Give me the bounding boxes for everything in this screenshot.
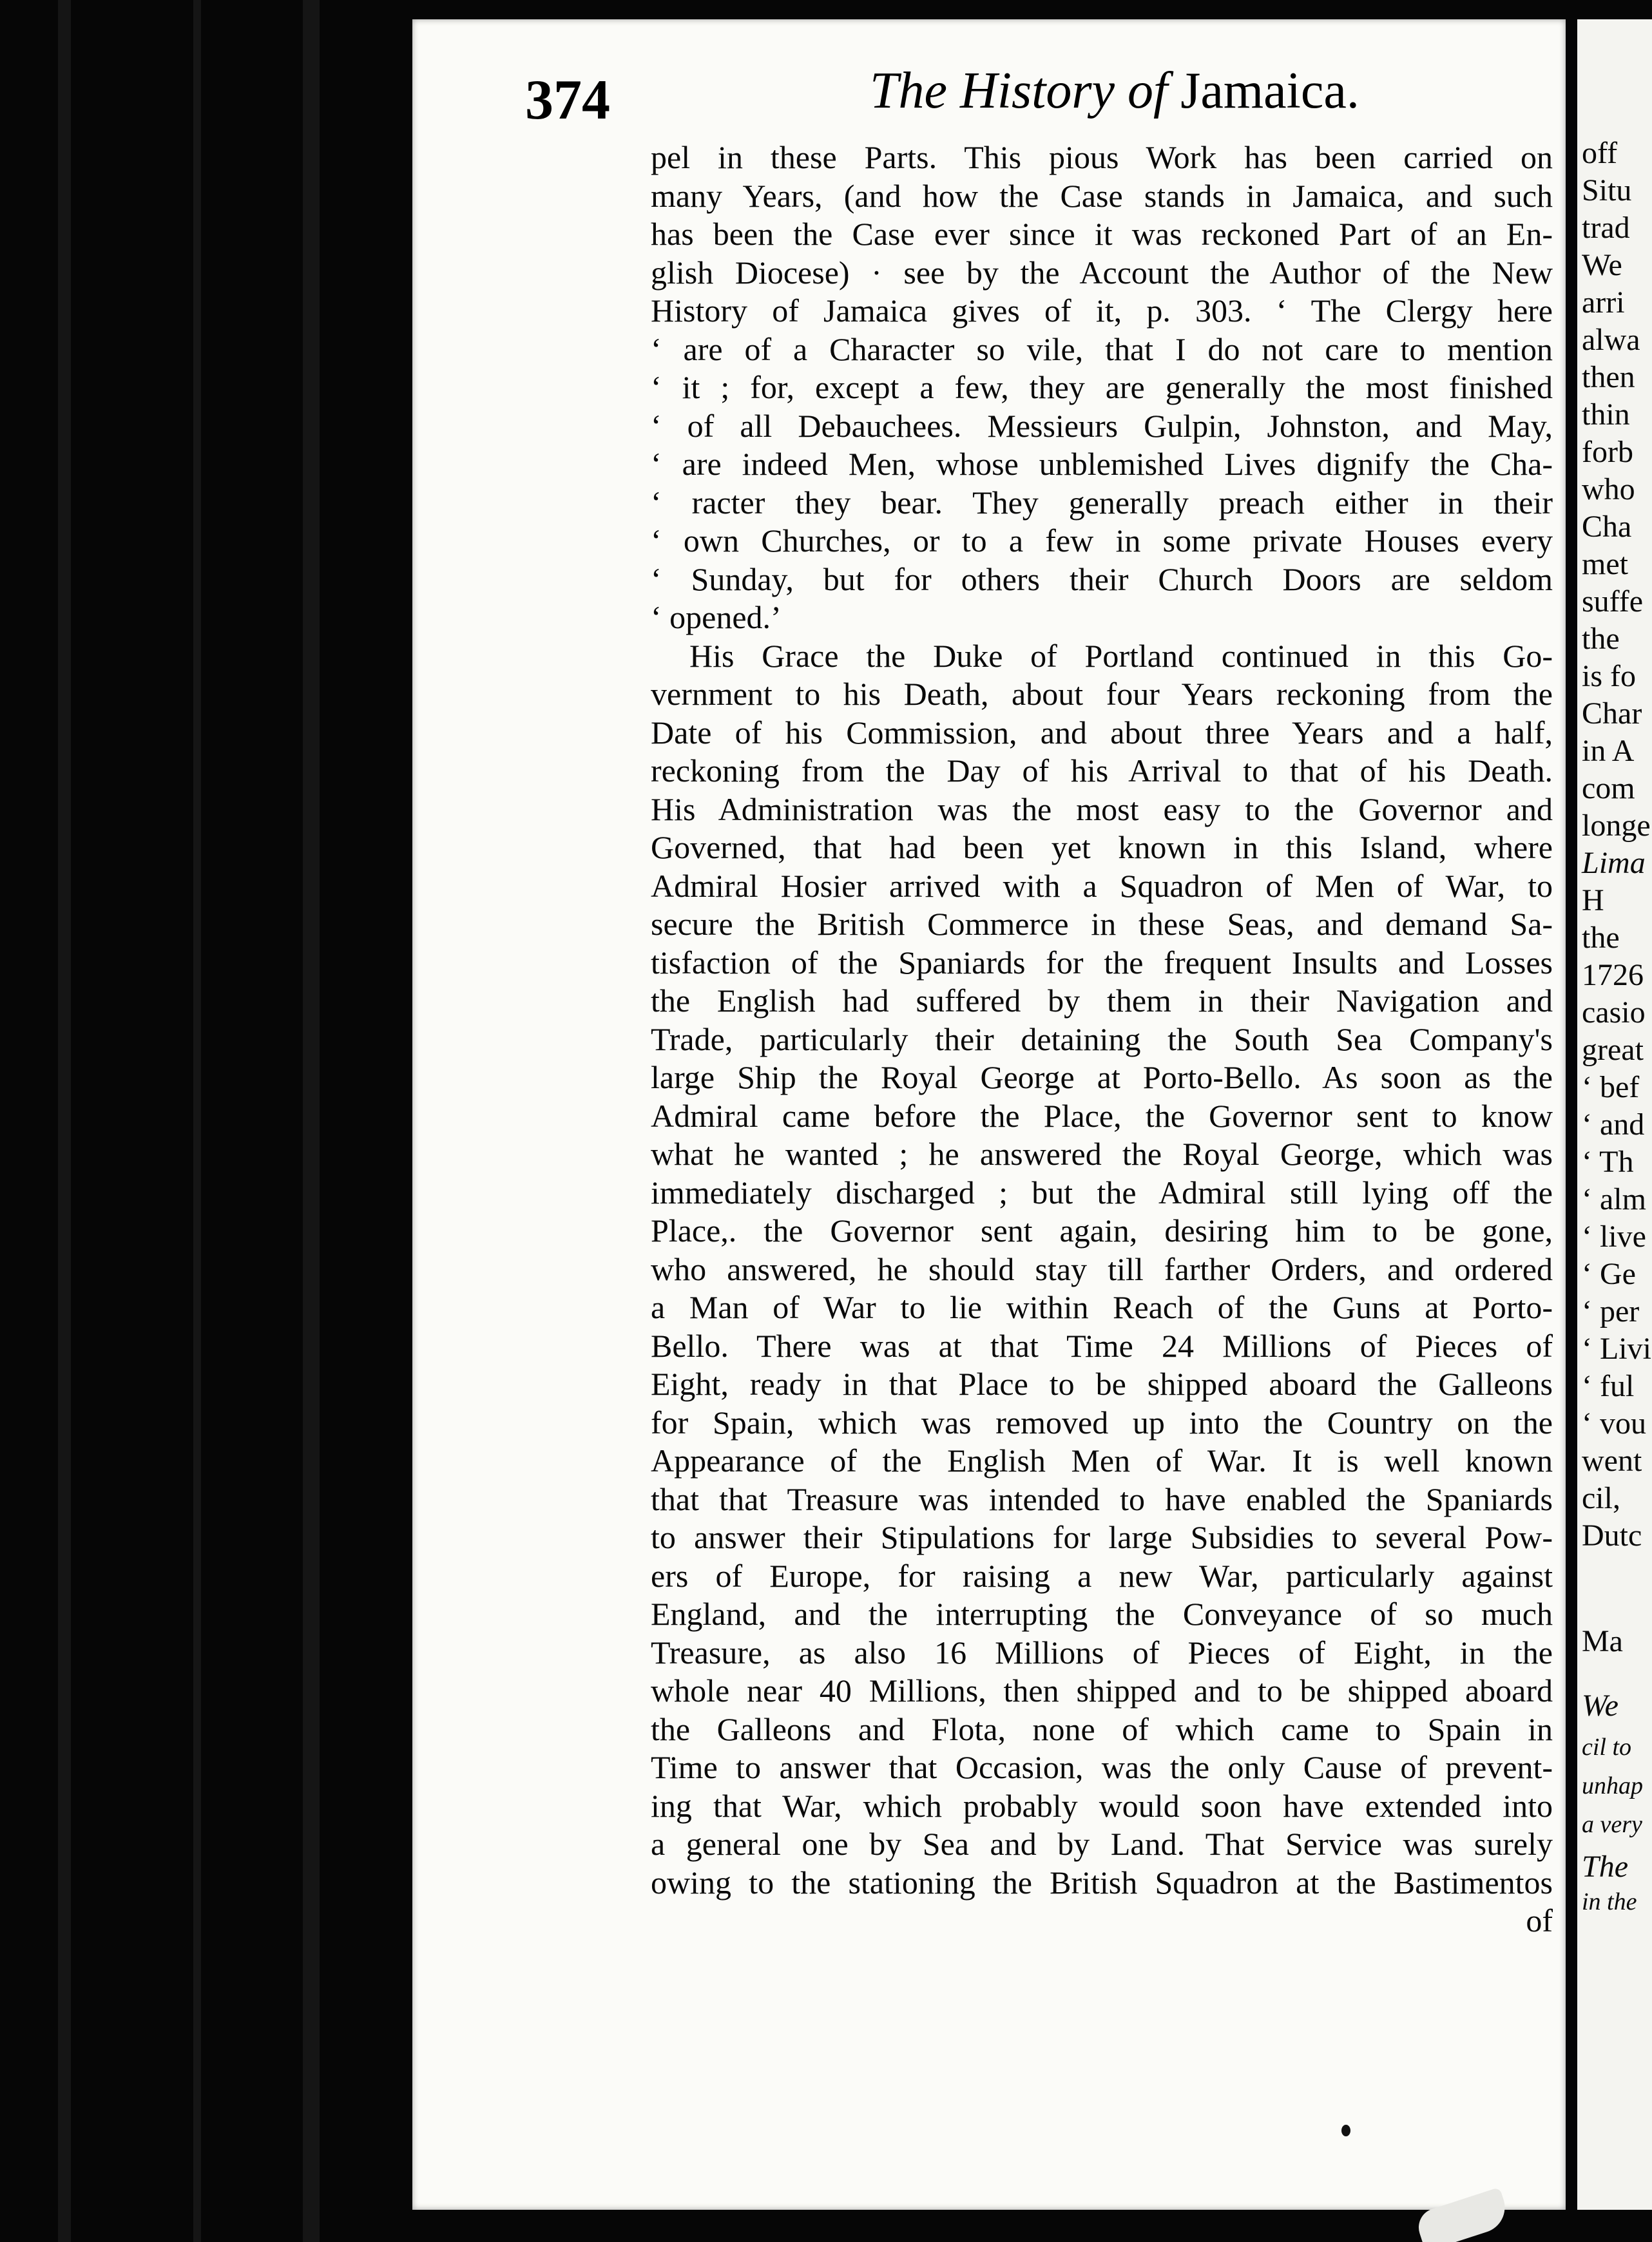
text-line: the Galleons and Flota, none of which came to Spain in <box>651 1710 1553 1747</box>
text-line: Governed, that had been yet known in this Island, where <box>651 829 1553 865</box>
adjacent-page-fragment: We <box>1582 248 1622 282</box>
text-line: His Administration was the most easy to the Governor and <box>651 790 1553 827</box>
adjacent-page-fragment: arri <box>1582 285 1625 320</box>
text-line: pel in these Parts. This pious Work has been carried on <box>651 139 1553 175</box>
text-line: ‘ of all Debauchees. Messieurs Gulpin, Johnston, and May, <box>651 407 1553 444</box>
text-line: History of Jamaica gives of it, p. 303. ‘ The Clergy here <box>651 292 1553 329</box>
text-line: ‘ racter they bear. They generally preach either in their <box>651 484 1553 521</box>
adjacent-page-fragment: ‘ alm <box>1582 1182 1646 1216</box>
text-line: Admiral Hosier arrived with a Squadron of Men of War, to <box>651 867 1553 904</box>
adjacent-page-fragment: forb <box>1582 435 1633 469</box>
adjacent-page-fragment: is fo <box>1582 659 1636 693</box>
text-line: glish Diocese) · see by the Account the Author of the New <box>651 254 1553 291</box>
adjacent-page-fragment: in the <box>1582 1888 1637 1915</box>
text-line: ‘ it ; for, except a few, they are generally the most finished <box>651 369 1553 405</box>
text-line: a general one by Sea and by Land. That Service was surely <box>651 1826 1553 1862</box>
text-line: has been the Case ever since it was reckoned Part of an En- <box>651 216 1553 252</box>
text-line: a Man of War to lie within Reach of the Guns at Porto- <box>651 1289 1553 1325</box>
text-line: to answer their Stipulations for large Subsidies to several Pow- <box>651 1519 1553 1555</box>
text-line: secure the British Commerce in these Seas, and demand Sa- <box>651 906 1553 942</box>
text-line: ing that War, which probably would soon have extended into <box>651 1787 1553 1824</box>
adjacent-page-fragment: Ma <box>1582 1624 1623 1658</box>
text-line: Eight, ready in that Place to be shipped aboard the Galleons <box>651 1366 1553 1402</box>
text-line: many Years, (and how the Case stands in Jamaica, and such <box>651 177 1553 214</box>
text-line: owing to the stationing the British Squadron at the Bastimentos <box>651 1864 1553 1901</box>
binding-gutter-streak <box>58 0 71 2242</box>
catchword: of <box>1526 1902 1553 1939</box>
text-line: ers of Europe, for raising a new War, particularly against <box>651 1557 1553 1594</box>
page-number: 374 <box>525 69 610 131</box>
adjacent-page-fragment: the <box>1582 622 1620 656</box>
adjacent-page-fragment: alwa <box>1582 323 1640 357</box>
adjacent-page-fragment: went <box>1582 1444 1642 1478</box>
text-line: who answered, he should stay till farther Orders, and ordered <box>651 1250 1553 1287</box>
adjacent-page-fragment: unhap <box>1582 1772 1643 1799</box>
text-line: Treasure, as also 16 Millions of Pieces of Eight, in the <box>651 1634 1553 1671</box>
text-line: reckoning from the Day of his Arrival to that of his Death. <box>651 752 1553 789</box>
adjacent-page-fragment: ‘ bef <box>1582 1070 1640 1104</box>
adjacent-page-fragment: thin <box>1582 398 1630 432</box>
text-line: large Ship the Royal George at Porto-Bello. As soon as the <box>651 1059 1553 1095</box>
text-line: tisfaction of the Spaniards for the frequent Insults and Losses <box>651 944 1553 981</box>
adjacent-page-fragment: The <box>1582 1850 1628 1884</box>
adjacent-page-fragment: ‘ Th <box>1582 1145 1634 1179</box>
adjacent-page-fragment: Char <box>1582 696 1642 731</box>
adjacent-page-fragment: longe <box>1582 809 1651 843</box>
adjacent-page-fragment: Situ <box>1582 173 1632 207</box>
adjacent-page-fragment: ‘ per <box>1582 1294 1640 1328</box>
text-line: England, and the interrupting the Conveyance of so much <box>651 1596 1553 1632</box>
adjacent-page-fragment: cil to <box>1582 1734 1632 1761</box>
adjacent-page-fragment: ‘ Livi <box>1582 1332 1651 1366</box>
text-line: that that Treasure was intended to have enabled the Spaniards <box>651 1480 1553 1517</box>
adjacent-page-fragment: met <box>1582 547 1628 581</box>
adjacent-page-fragment: com <box>1582 771 1635 805</box>
adjacent-page-fragment: then <box>1582 360 1635 394</box>
text-line: Trade, particularly their detaining the South Sea Company's <box>651 1020 1553 1057</box>
ink-blot <box>1341 2125 1350 2136</box>
adjacent-page-fragment: in A <box>1582 734 1635 768</box>
adjacent-page-fragment: Cha <box>1582 510 1632 544</box>
running-head-place: Jamaica. <box>1180 62 1359 119</box>
adjacent-page-fragment: trad <box>1582 211 1630 245</box>
adjacent-page-fragment: Dutc <box>1582 1519 1642 1553</box>
adjacent-page-fragment: Lima <box>1582 846 1646 880</box>
text-line: Date of his Commission, and about three Years and a half, <box>651 714 1553 751</box>
adjacent-page-fragment: 1726 <box>1582 958 1644 992</box>
adjacent-page-fragment: the <box>1582 921 1620 955</box>
adjacent-page-fragment: ‘ Ge <box>1582 1257 1636 1291</box>
adjacent-page-fragment: ‘ ful <box>1582 1369 1635 1403</box>
text-line: the English had suffered by them in their Navigation and <box>651 982 1553 1019</box>
book-page <box>412 19 1566 2210</box>
text-line: immediately discharged ; but the Admiral still lying off the <box>651 1174 1553 1211</box>
adjacent-page-fragment: H <box>1582 883 1604 917</box>
text-line: vernment to his Death, about four Years reckoning from the <box>651 676 1553 712</box>
text-line: His Grace the Duke of Portland continued in this Go- <box>689 637 1553 674</box>
adjacent-page-fragment: who <box>1582 472 1635 506</box>
text-line: ‘ are indeed Men, whose unblemished Lives dignify the Cha- <box>651 446 1553 482</box>
text-line: ‘ opened.’ <box>651 599 782 635</box>
text-line: for Spain, which was removed up into the Country on the <box>651 1404 1553 1441</box>
adjacent-page-fragment: a very <box>1582 1811 1642 1838</box>
text-line: ‘ Sunday, but for others their Church Doors are seldom <box>651 560 1553 597</box>
running-head <box>870 62 1359 120</box>
text-line: Bello. There was at that Time 24 Millions of Pieces of <box>651 1327 1553 1364</box>
binding-gutter-streak <box>193 0 201 2242</box>
adjacent-page-fragment: ‘ vou <box>1582 1406 1646 1441</box>
text-line: Time to answer that Occasion, was the only Cause of prevent- <box>651 1749 1553 1785</box>
text-line: Place,. the Governor sent again, desiring him to be gone, <box>651 1212 1553 1249</box>
text-line: ‘ are of a Character so vile, that I do not care to mention <box>651 331 1553 367</box>
running-head-title: The History of <box>870 62 1168 119</box>
adjacent-page-fragment: We <box>1582 1689 1618 1723</box>
adjacent-page-fragment: off <box>1582 136 1618 170</box>
text-line: Appearance of the English Men of War. It is well known <box>651 1442 1553 1479</box>
text-line: whole near 40 Millions, then shipped and to be shipped aboard <box>651 1672 1553 1709</box>
text-line: ‘ own Churches, or to a few in some private Houses every <box>651 522 1553 559</box>
adjacent-page-fragment: ‘ live <box>1582 1220 1646 1254</box>
page-body-text <box>651 139 1553 1940</box>
text-line: what he wanted ; he answered the Royal George, which was <box>651 1136 1553 1172</box>
adjacent-page-fragment: casio <box>1582 995 1646 1030</box>
adjacent-page-fragment: cil, <box>1582 1481 1620 1515</box>
adjacent-page-fragment: ‘ and <box>1582 1107 1645 1142</box>
text-line: Admiral came before the Place, the Governor sent to know <box>651 1097 1553 1134</box>
binding-gutter-streak <box>303 0 320 2242</box>
adjacent-page-fragment: great <box>1582 1033 1644 1067</box>
adjacent-page-fragment: suffe <box>1582 584 1644 618</box>
